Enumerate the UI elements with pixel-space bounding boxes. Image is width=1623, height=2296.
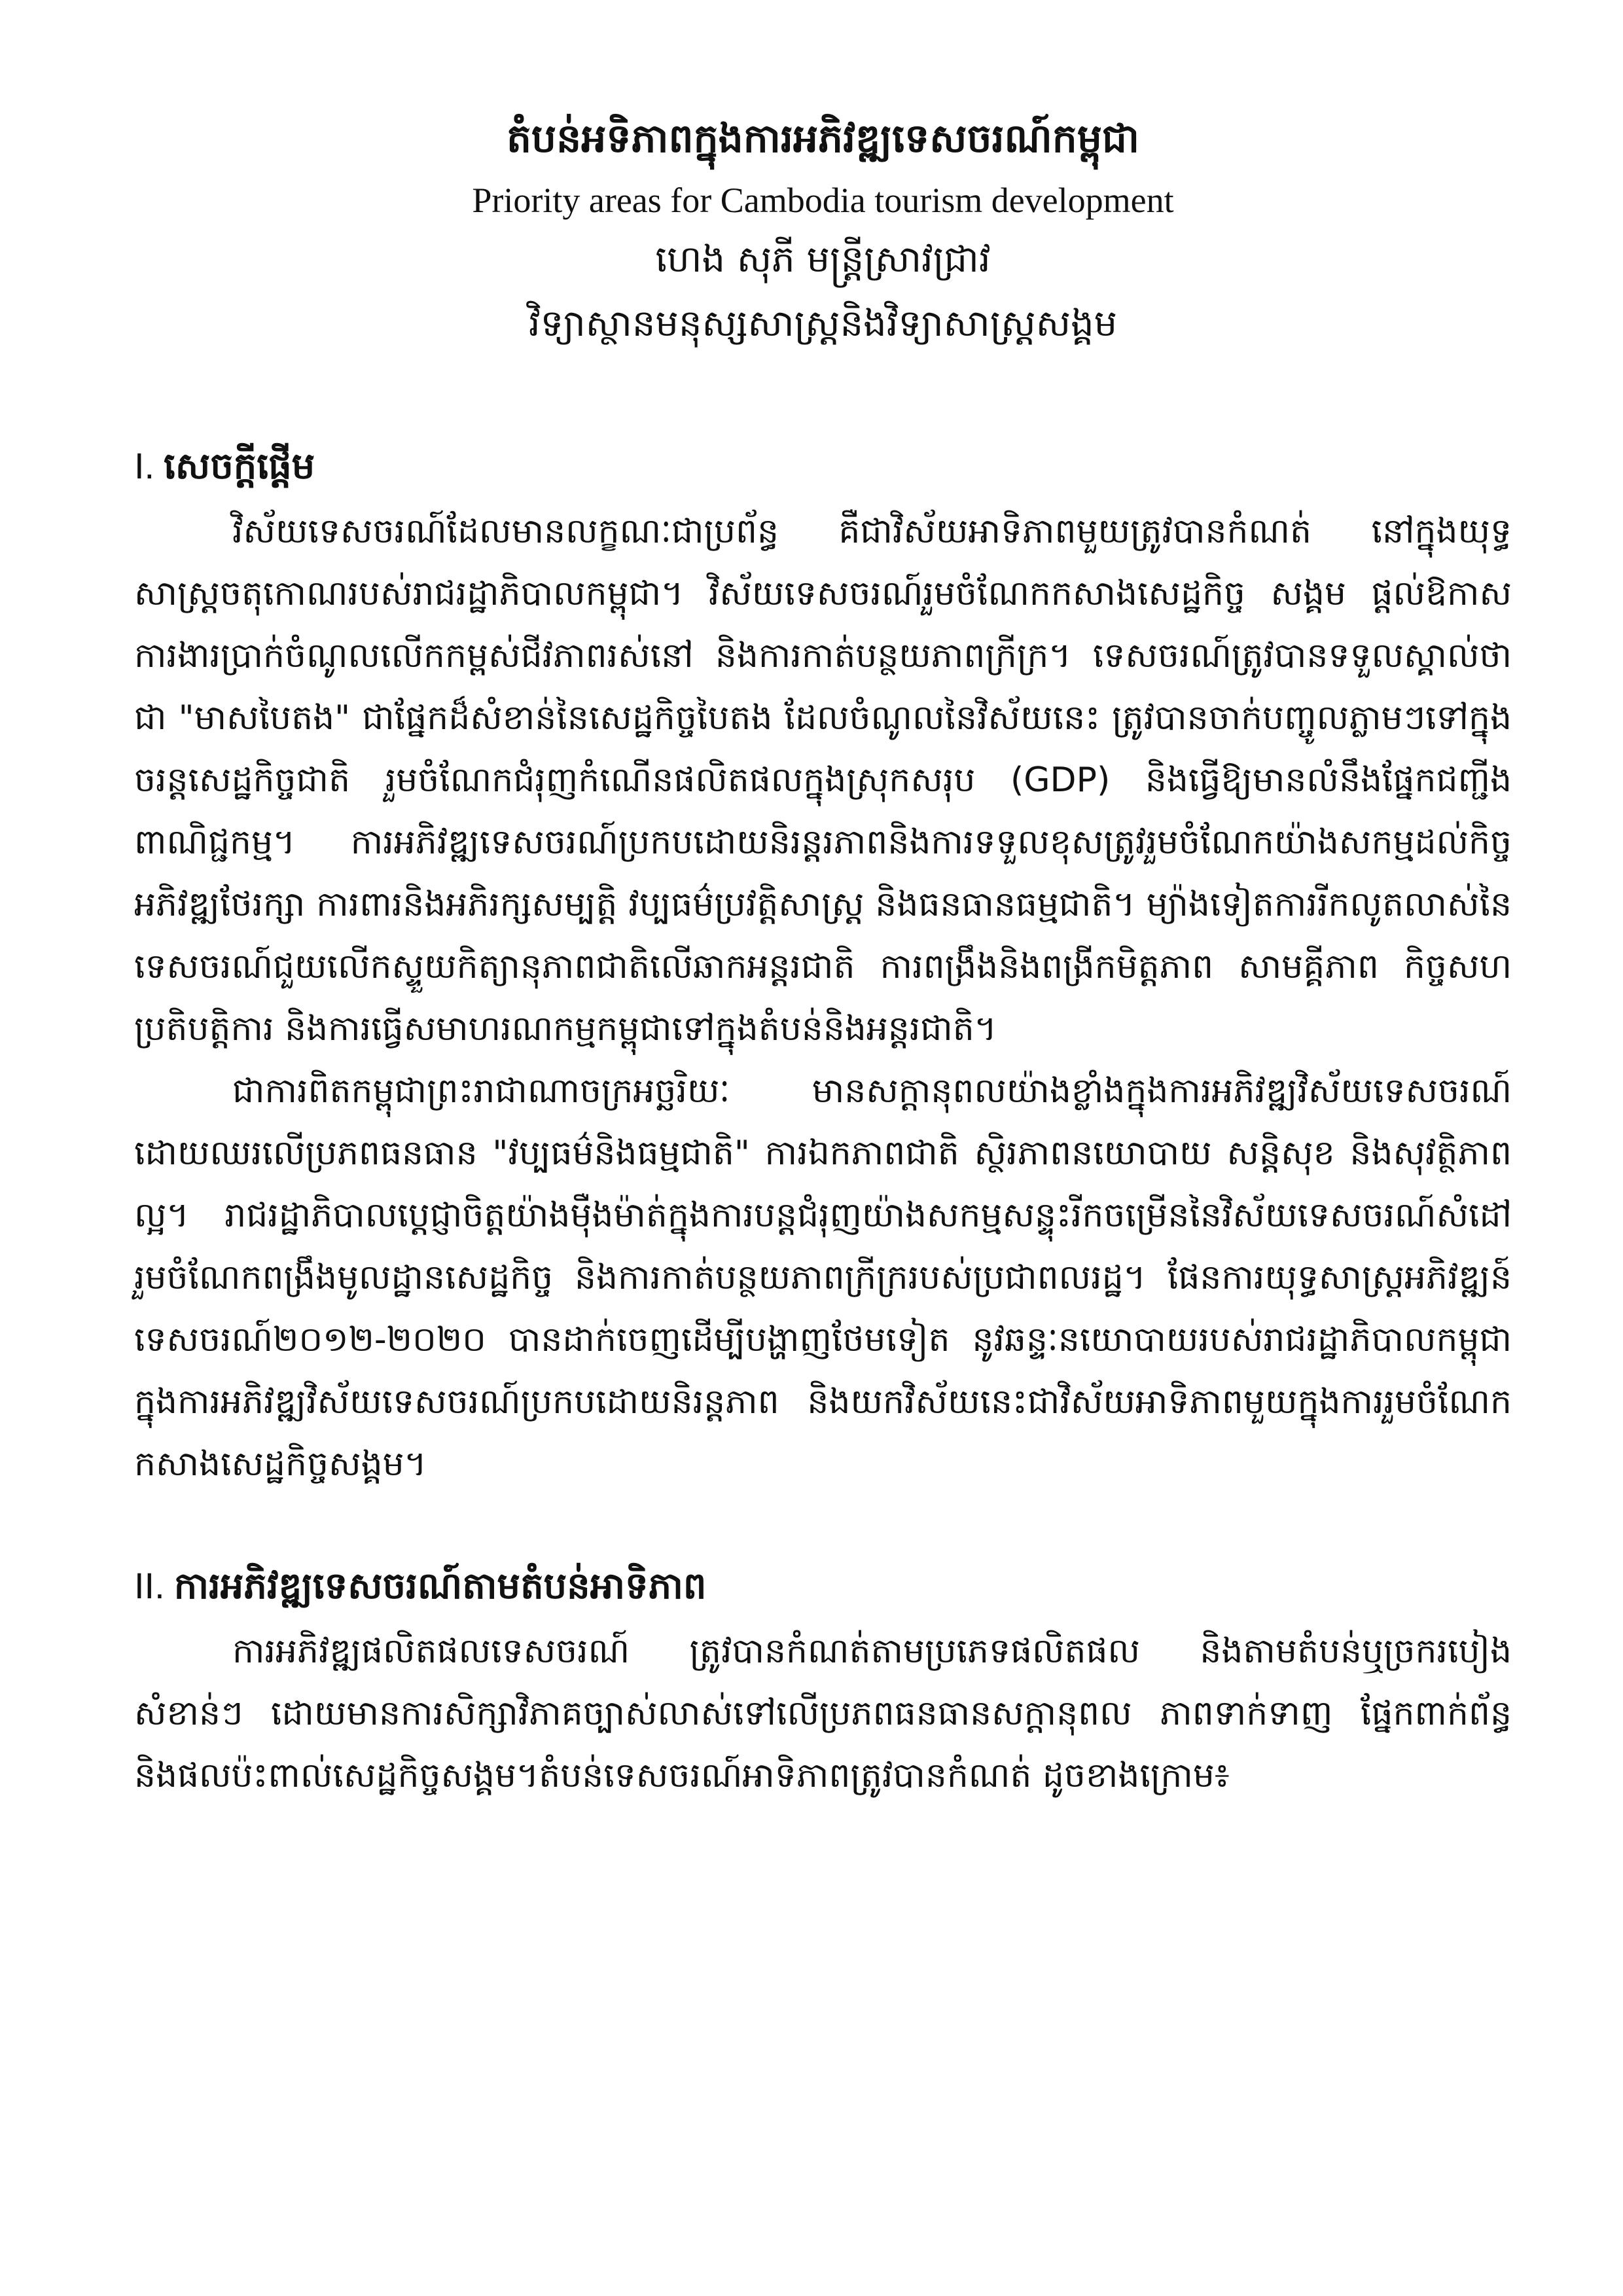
section-number: I. xyxy=(134,445,155,486)
section-heading xyxy=(134,1554,1512,1618)
document-title: តំបន់អទិភាពក្នុងការអភិវឌ្ឍទេសចរណ៍កម្ពុជា xyxy=(506,116,1140,162)
institute-line: វិទ្យាស្ថានមនុស្សសាស្ត្រនិងវិទ្យាសាស្ត្រសង្គម xyxy=(528,302,1118,345)
paragraph: វិស័យទេសចរណ៍ដែលមានលក្ខណៈជាប្រព័ន្ធ គឺជាវិស័យអាទិភាពមួយត្រូវបានកំណត់ នៅក្នុងយុទ្ធសាស្ត្រចតុកោណរបស់រាជរដ្ឋាភិបាលកម្ពុជា។ វិស័យទេសចរណ៍រួមចំណែកកសាងសេដ្ឋកិច្ច សង្គម ផ្តល់ឱកាសការងារប្រាក់ចំណូលលើកកម្ពស់ជីវភាពរស់នៅ និងការកាត់បន្ថយភាពក្រីក្រ។ ទេសចរណ៍ត្រូវបានទទួលស្គាល់ថាជា "មាសបៃតង" ជាផ្នែកដ៏សំខាន់នៃសេដ្ឋកិច្ចបៃតង ដែលចំណូលនៃវិស័យនេះ ត្រូវបានចាក់បញ្ចូលភ្លាមៗទៅក្នុងចរន្តសេដ្ឋកិច្ចជាតិ រួមចំណែកជំរុញកំណើនផលិតផលក្នុងស្រុកសរុប (GDP) និងធ្វើឱ្យមានលំនឹងផ្នែកជញ្ជីងពាណិជ្ជកម្ម។ ការអភិវឌ្ឍទេសចរណ៍ប្រកបដោយនិរន្តរភាពនិងការទទួលខុសត្រូវរួមចំណែកយ៉ាងសកម្មដល់កិច្ចអភិវឌ្ឍថែរក្សា ការពារនិងអភិរក្សសម្បត្តិ វប្បធម៌ប្រវត្តិសាស្ត្រ និងធនធានធម្មជាតិ។ ម្យ៉ាងទៀតការរីកលូតលាស់នៃទេសចរណ៍ជួយលើកស្ទួយកិត្យានុភាពជាតិលើឆាកអន្តរជាតិ ការពង្រឹងនិងពង្រីកមិត្តភាព សាមគ្គីភាព កិច្ចសហប្រតិបត្តិការ និងការធ្វើសមាហរណកម្មកម្ពុជាទៅក្នុងតំបន់និងអន្តរជាតិ។ xyxy=(134,512,1512,1049)
section-introduction xyxy=(134,435,1512,1496)
section-priority-areas xyxy=(134,1554,1512,1807)
paragraph: ជាការពិតកម្ពុជាព្រះរាជាណាចក្រអច្ឆរិយៈ មានសក្តានុពលយ៉ាងខ្លាំងក្នុងការអភិវឌ្ឍវិស័យទេសចរណ៍ដោយឈរលើប្រភពធនធាន "វប្បធម៌និងធម្មជាតិ" ការឯកភាពជាតិ ស្ថិរភាពនយោបាយ សន្តិសុខ និងសុវត្ថិភាពល្អ។ រាជរដ្ឋាភិបាលប្តេជ្ញាចិត្តយ៉ាងម៉ឺងម៉ាត់ក្នុងការបន្តជំរុញយ៉ាងសកម្មសន្ទុះរីកចម្រើននៃវិស័យទេសចរណ៍សំដៅរួមចំណែកពង្រឹងមូលដ្ឋានសេដ្ឋកិច្ច និងការកាត់បន្ថយភាពក្រីក្ររបស់ប្រជាពលរដ្ឋ។ ផែនការយុទ្ធសាស្ត្រអភិវឌ្ឍន៍ទេសចរណ៍២០១២-២០២០ បានដាក់ចេញដើម្បីបង្ហាញថែមទៀត នូវឆន្ទៈនយោបាយរបស់រាជរដ្ឋាភិបាលកម្ពុជាក្នុងការអភិវឌ្ឍវិស័យទេសចរណ៍ប្រកបដោយនិរន្តភាព និងយកវិស័យនេះជាវិស័យអាទិភាពមួយក្នុងការរួមចំណែកកសាងសេដ្ឋកិច្ចសង្គម។ xyxy=(134,1071,1512,1484)
section-title: សេចក្តីផ្តើម xyxy=(164,445,315,488)
document-title-english: Priority areas for Cambodia tourism development xyxy=(472,181,1174,220)
paragraph: ការអភិវឌ្ឍផលិតផលទេសចរណ៍ ត្រូវបានកំណត់តាមប្រភេទផលិតផល និងតាមតំបន់ឬច្រករបៀងសំខាន់ៗ ដោយមានការសិក្សាវិភាគច្បាស់លាស់ទៅលើប្រភពធនធានសក្តានុពល ភាពទាក់ទាញ ផ្នែកពាក់ព័ន្ធនិងផលប៉ះពាល់សេដ្ឋកិច្ចសង្គម។តំបន់ទេសចរណ៍អាទិភាពត្រូវបានកំណត់ ដូចខាងក្រោម៖ xyxy=(134,1632,1512,1795)
section-title: ការអភិវឌ្ឍទេសចរណ៍តាមតំបន់អាទិភាព xyxy=(173,1565,707,1607)
document-header xyxy=(134,105,1512,356)
author-line: ហេង សុភី មន្ត្រីស្រាវជ្រាវ xyxy=(655,238,991,281)
section-heading xyxy=(134,435,1512,498)
section-number: II. xyxy=(134,1565,165,1606)
